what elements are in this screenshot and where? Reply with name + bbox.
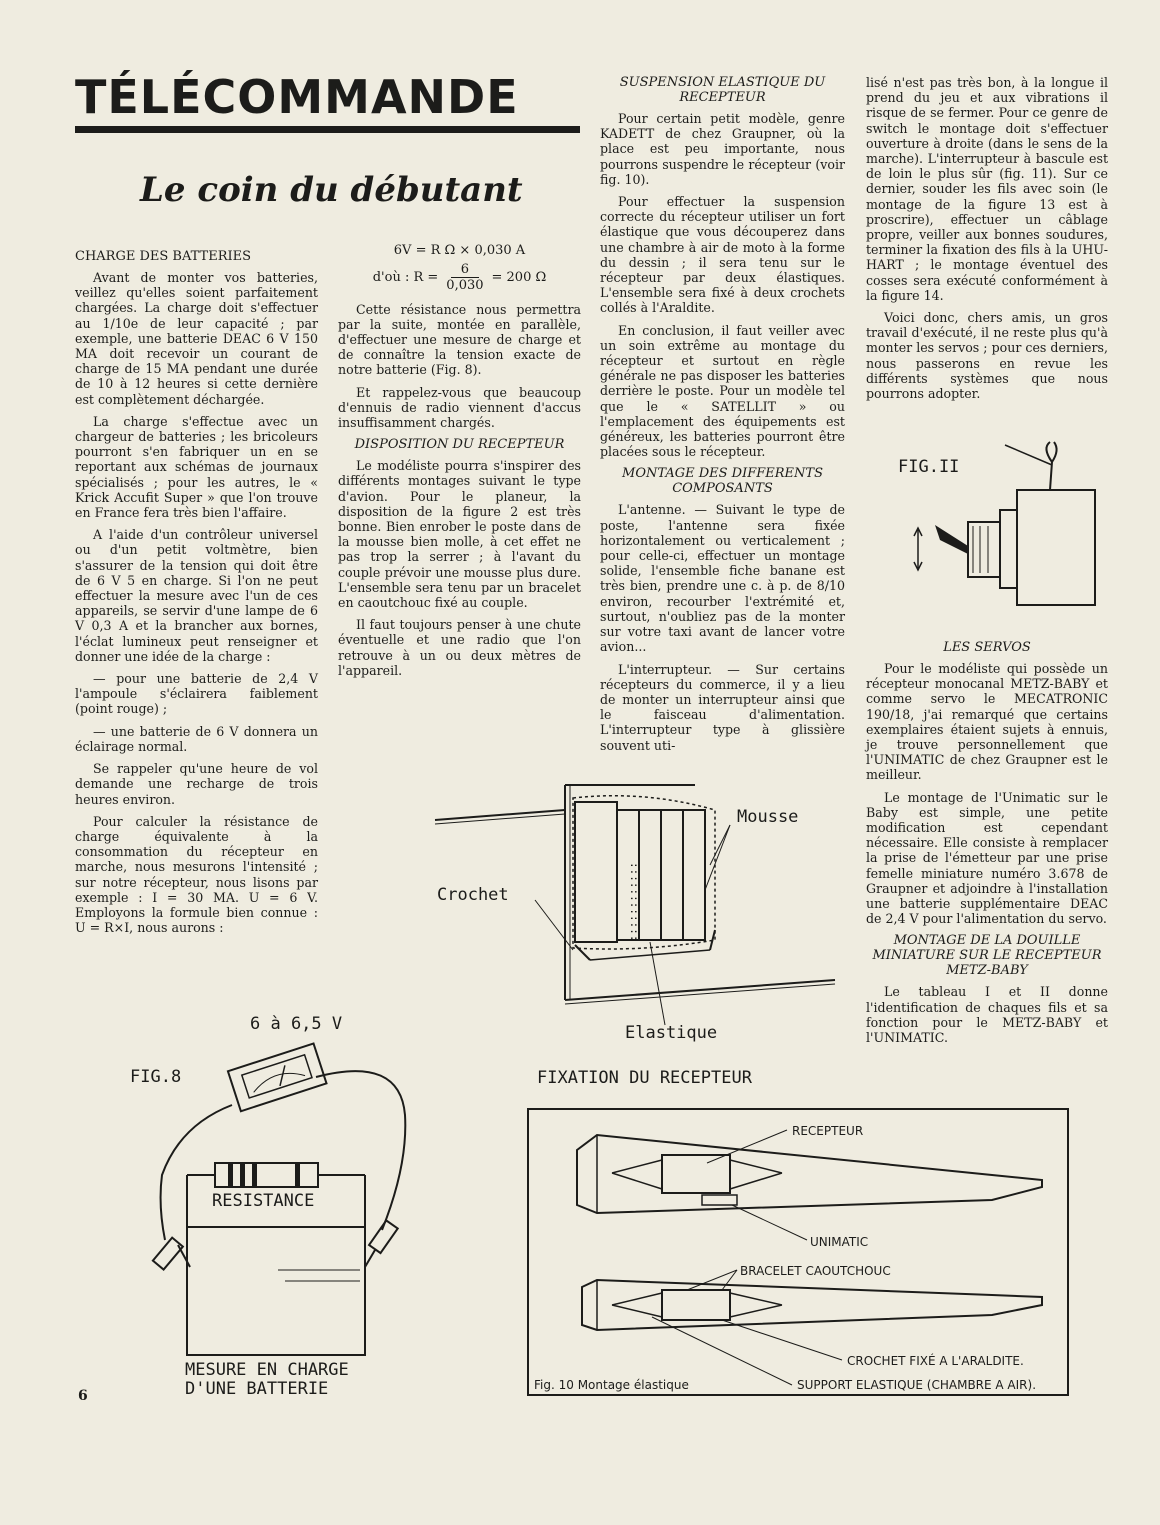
fig11-label: FIG.II (898, 457, 960, 477)
paragraph: Il faut toujours penser à une chute éventuelle et une radio que l'on retrouve à un ou deux mètres de l'appareil. (338, 617, 581, 678)
title-rule (75, 126, 580, 133)
paragraph: — une batterie de 6 V donnera un éclairage normal. (75, 723, 318, 754)
paragraph: Le tableau I et II donne l'identification de chaques fils et sa fonction pour le METZ-BABY et l'UNIMATIC. (866, 984, 1108, 1046)
paragraph: Le montage de l'Unimatic sur le Baby est simple, une petite modification est cependant nécessaire. Elle consiste à remplacer la prise de l'émetteur par une prise femelle miniature numéro 3.678 de Graupner et adjoindre à l'installation une batterie supplémentaire DEAC de 2,4 V pour l'alimentation du servo. (866, 789, 1108, 927)
paragraph: L'antenne. — Suivant le type de poste, l'antenne sera fixée horizontalement ou verticalement ; pour celle-ci, effectuer un montage solide, l'ensemble fiche banane est très bien, prendre une c. à p. de 8/10 environ, recourber l'extrémité et, surtout, n'oubliez pas de la monter sur votre taxi avant de lancer votre avion... (600, 502, 845, 655)
paragraph: Pour effectuer la suspension correcte du récepteur utiliser un fort élastique que vous découperez dans une chambre à air de moto à la forme du dessin ; il sera tenu sur le récepteur par deux élastiques. L'ensemble sera fixé à deux crochets collés à l'Araldite. (600, 194, 845, 316)
column-4-bottom (866, 640, 1108, 1052)
paragraph: A l'aide d'un contrôleur universel ou d'un petit voltmètre, bien s'assurer de la tension qui doit être de 6 V 5 en charge. Si l'on ne peut effectuer la mesure avec l'un de ces appareils, se servir d'une lampe de 6 V 0,3 A et la brancher aux bornes, l'éclat lumineux peut renseigner et donner une idée de la charge : (75, 527, 318, 664)
fig8-label: FIG.8 (130, 1067, 182, 1087)
page-title: TÉLÉCOMMANDE (75, 70, 519, 124)
formula-resistance (338, 262, 581, 293)
paragraph: L'interrupteur. — Sur certains récepteurs du commerce, il y a lieu de monter un interrupteur ainsi que le faisceau d'alimentation. L'interrupteur type à glissière souvent uti- (600, 661, 845, 753)
paragraph: Pour le modéliste qui possède un récepteur monocanal METZ-BABY et comme servo le MECATRONIC 190/18, j'ai remarqué que certains exemplaires étaient sujets à ennuis, je trouve personnellement que l'UNIMATIC de chez Graupner est le meilleur. (866, 661, 1108, 783)
paragraph: Pour certain petit modèle, genre KADETT de chez Graupner, où la place est peu importante, nous pourrons suspendre le récepteur (voir fig. 10). (600, 111, 845, 187)
section-subtitle: Le coin du débutant (140, 170, 523, 210)
column-1 (75, 243, 318, 942)
paragraph: Avant de monter vos batteries, veillez qu'elles soient parfaitement chargées. La charge doit s'effectuer au 1/10e de leur capacité ; par exemple, une batterie DEAC 6 V 150 MA doit recevoir un courant de charge de 15 MA pendant une durée de 10 à 12 heures si cette dernière est complètement déchargée. (75, 270, 318, 407)
formula-ohm: 6V = R Ω × 0,030 A (393, 243, 526, 258)
formula-lhs: d'où : R = (372, 270, 439, 286)
fig9-elastique-label: Elastique (625, 1023, 718, 1043)
fig10-bracelet-label: BRACELET CAOUTCHOUC (740, 1264, 891, 1278)
fig9-crochet-label: Crochet (437, 885, 509, 905)
svg-text:::::::::::::: :::::::::::: (628, 862, 641, 942)
formula-rhs: = 200 Ω (491, 270, 547, 286)
figure-10-elastic-mount (522, 1105, 1082, 1405)
figure-8-measurement (120, 1005, 420, 1400)
paragraph: lisé n'est pas très bon, à la longue il prend du jeu et aux vibrations il risque de se fermer. Pour ce genre de switch le montage doit s'effectuer ouverture à droite (dans le sens de la marche). L'interrupteur à bascule est de loin le plus sûr (fig. 11). Sur ce dernier, souder les fils avec soin (le montage de la figure 13 est à proscrire), effectuer un câblage propre, veiller aux bonnes soudures, terminer la fixation des fils à la UHU-HART ; le montage éventuel des cosses sera exécuté conformément à la figure 14. (866, 75, 1108, 303)
formula-denominator: 0,030 (446, 278, 484, 294)
fig10-recepteur-label: RECEPTEUR (792, 1124, 864, 1138)
fig9-caption: FIXATION DU RECEPTEUR (537, 1068, 752, 1088)
page-number: 6 (78, 1388, 88, 1404)
fig10-support-label: SUPPORT ELASTIQUE (CHAMBRE A AIR). (797, 1378, 1037, 1392)
formula-fraction (446, 262, 483, 293)
paragraph: La charge s'effectue avec un chargeur de batteries ; les bricoleurs pourront s'en fabriquer un en se reportant aux schémas de journaux spécialisés ; pour les autres, le « Krick Accufit Super » que l'on trouve en France fera très bien l'affaire. (75, 413, 318, 521)
paragraph: Se rappeler qu'une heure de vol demande une recharge de trois heures environ. (75, 761, 318, 807)
paragraph: En conclusion, il faut veiller avec un soin extrême au montage du récepteur et surtout en règle générale ne pas disposer les batteries derrière le poste. Pour un modèle tel que le « SATELLIT » ou l'emplacement des équipements est généreux, les batteries pourront être placées sous le récepteur. (600, 322, 845, 460)
column-2 (338, 243, 581, 685)
paragraph: Le modéliste pourra s'inspirer des différents montages suivant le type d'avion. Pour le planeur, la disposition de la figure 2 est très bonne. Bien enrober le poste dans de la mousse bien molle, à cet effet ne pas trop la serrer ; à l'avant du couple prévoir une mousse plus dure. L'ensemble sera tenu par un bracelet en caoutchouc fixé au couple. (338, 458, 581, 611)
fig8-caption-line2: D'UNE BATTERIE (185, 1379, 329, 1399)
paragraph: Et rappelez-vous que beaucoup d'ennuis de radio viennent d'accus insuffisamment chargés. (338, 384, 581, 431)
heading-disposition: DISPOSITION DU RECEPTEUR (354, 437, 565, 453)
fig8-caption-line1: MESURE EN CHARGE (185, 1360, 349, 1380)
fig10-crochet-label: CROCHET FIXÉ A L'ARALDITE. (847, 1354, 1024, 1368)
paragraph: Voici donc, chers amis, un gros travail d'exécuté, il ne reste plus qu'à monter les servos ; pour ces derniers, nous passerons en revue les différents systèmes que nous pourrons adopter. (866, 310, 1108, 402)
heading-douille: MONTAGE DE LA DOUILLE MINIATURE SUR LE RECEPTEUR METZ-BABY (872, 933, 1102, 979)
figure-9-mounting (425, 770, 845, 1070)
heading-suspension: SUSPENSION ELASTIQUE DU RECEPTEUR (619, 75, 826, 105)
heading-montage-composants: MONTAGE DES DIFFERENTS COMPOSANTS (622, 466, 823, 497)
fig8-resistance-label: RESISTANCE (212, 1191, 315, 1211)
paragraph: Cette résistance nous permettra par la suite, montée en parallèle, d'effectuer une mesure de charge et de connaître la tension exacte de notre batterie (Fig. 8). (338, 301, 581, 378)
column-3 (600, 75, 845, 760)
heading-charge-batteries: CHARGE DES BATTERIES (75, 249, 252, 264)
fig10-caption: Fig. 10 Montage élastique (534, 1378, 689, 1392)
fig9-mousse-label: Mousse (737, 807, 799, 827)
paragraph: Pour calculer la résistance de charge équivalente à la consommation du récepteur en marche, nous mesurons l'intensité ; sur notre récepteur, nous lisons par exemple : I = 30 MA. U = 6 V. Employons la formule bien connue : U = R×I, nous aurons : (75, 813, 318, 936)
fig8-voltage-label: 6 à 6,5 V (250, 1014, 343, 1034)
fig10-unimatic-label: UNIMATIC (810, 1235, 869, 1249)
figure-11-switch (880, 440, 1120, 640)
formula-numerator: 6 (451, 262, 479, 278)
column-4-top (866, 75, 1108, 408)
heading-servos: LES SERVOS (943, 640, 1031, 655)
paragraph: — pour une batterie de 2,4 V l'ampoule s'éclairera faiblement (point rouge) ; (75, 671, 318, 717)
